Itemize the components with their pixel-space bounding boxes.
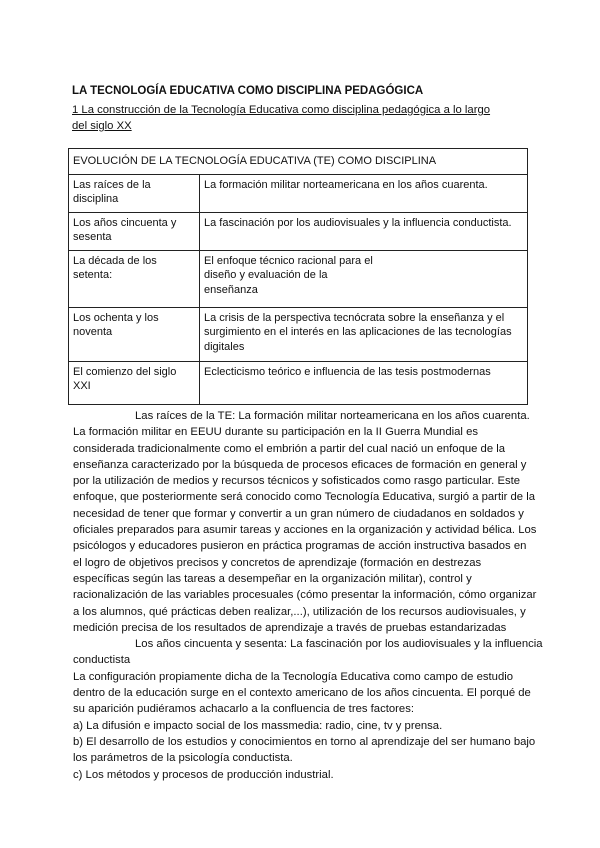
text-line: necesidad de tener que formar y convertir a un gran número de ciudadanos en soldados y — [73, 507, 524, 520]
section-heading-line: del siglo XX — [72, 120, 132, 132]
text-line: los parámetros de la psicología conductista. — [73, 752, 293, 765]
text-line: enseñanza caracterizado por la búsqueda de procesos eficaces de formación en general y — [73, 458, 527, 471]
table-cell-description: La fascinación por los audiovisuales y la influencia conductista. — [200, 212, 528, 250]
text-line: enfoque, que posteriormente será conocido como Tecnología Educativa, surgió a partir de la — [73, 491, 535, 504]
text-line: a los alumnos, qué prácticas deben realizar,...), utilización de los recursos audiovisuales, y — [73, 605, 526, 618]
document-title: LA TECNOLOGÍA EDUCATIVA COMO DISCIPLINA PEDAGÓGICA — [72, 85, 424, 97]
table-cell-description: Eclecticismo teórico e influencia de las tesis postmodernas — [200, 361, 528, 404]
text-line: medición precisa de los resultados de aprendizaje a través de pruebas estandarizadas — [73, 621, 507, 634]
table-cell-period: Los ochenta y los noventa — [69, 307, 200, 361]
text-line: racionalización de las variables procesuales (cómo presentar la información, cómo organizar — [73, 589, 537, 602]
text-line: específicas según las tareas a desempeñar en la organización militar), control y — [73, 572, 472, 585]
table-cell-period: Las raíces de la disciplina — [69, 174, 200, 212]
table-cell-description: La formación militar norteamericana en los años cuarenta. — [200, 174, 528, 212]
text-line: el logro de objetivos precisos y concretos de aprendizaje (formación en destrezas — [73, 556, 482, 569]
table-cell-period: Los años cincuenta y sesenta — [69, 212, 200, 250]
paragraph-heading: Los años cincuenta y sesenta: La fascinación por los audiovisuales y la influencia — [135, 638, 543, 651]
text-line: psicólogos y educadores pusieron en práctica programas de acción instructiva basados en — [73, 540, 527, 553]
evolution-table — [68, 148, 528, 405]
text-line: conductista — [73, 654, 131, 667]
list-item: a) La difusión e impacto social de los massmedia: radio, cine, tv y prensa. — [73, 719, 443, 732]
section-heading-line: 1 La construcción de la Tecnología Educativa como disciplina pedagógica a lo largo — [72, 104, 491, 116]
text-line: dentro de la educación surge en el contexto americano de los años cincuenta. El porqué de — [73, 687, 531, 700]
table-cell-description: La crisis de la perspectiva tecnócrata sobre la enseñanza y el surgimiento en el interés en las aplicaciones de las tecnologías digitales — [200, 307, 528, 361]
section-heading — [72, 102, 512, 134]
table-cell-period: El comienzo del siglo XXI — [69, 361, 200, 404]
list-item: b) El desarrollo de los estudios y conocimientos en torno al aprendizaje del ser humano bajo — [73, 735, 536, 748]
list-item: c) Los métodos y procesos de producción industrial. — [73, 768, 334, 781]
body-text — [73, 408, 543, 783]
text-line: La formación militar en EEUU durante su participación en la II Guerra Mundial es — [73, 426, 479, 439]
text-line: La configuración propiamente dicha de la Tecnología Educativa como campo de estudio — [73, 670, 514, 683]
text-line: oficiales preparados para asumir tareas y acciones en la organización y actividad bélica. Los — [73, 524, 537, 537]
table-cell-period: La década de los setenta: — [69, 250, 200, 307]
text-line: considerada tradicionalmente como el embrión a partir del cual nació un enfoque de la — [73, 442, 506, 455]
text-line: por la utilización de medios y recursos técnicos y sofisticados como rasgo particular. Este — [73, 475, 521, 488]
text-line: su aparición pudiéramos achacarlo a la confluencia de tres factores: — [73, 703, 414, 716]
table-header: EVOLUCIÓN DE LA TECNOLOGÍA EDUCATIVA (TE) COMO DISCIPLINA — [69, 149, 528, 175]
paragraph-heading: Las raíces de la TE: La formación militar norteamericana en los años cuarenta. — [135, 410, 530, 422]
table-cell-description: El enfoque técnico racional para el diseño y evaluación de la enseñanza — [200, 250, 528, 307]
